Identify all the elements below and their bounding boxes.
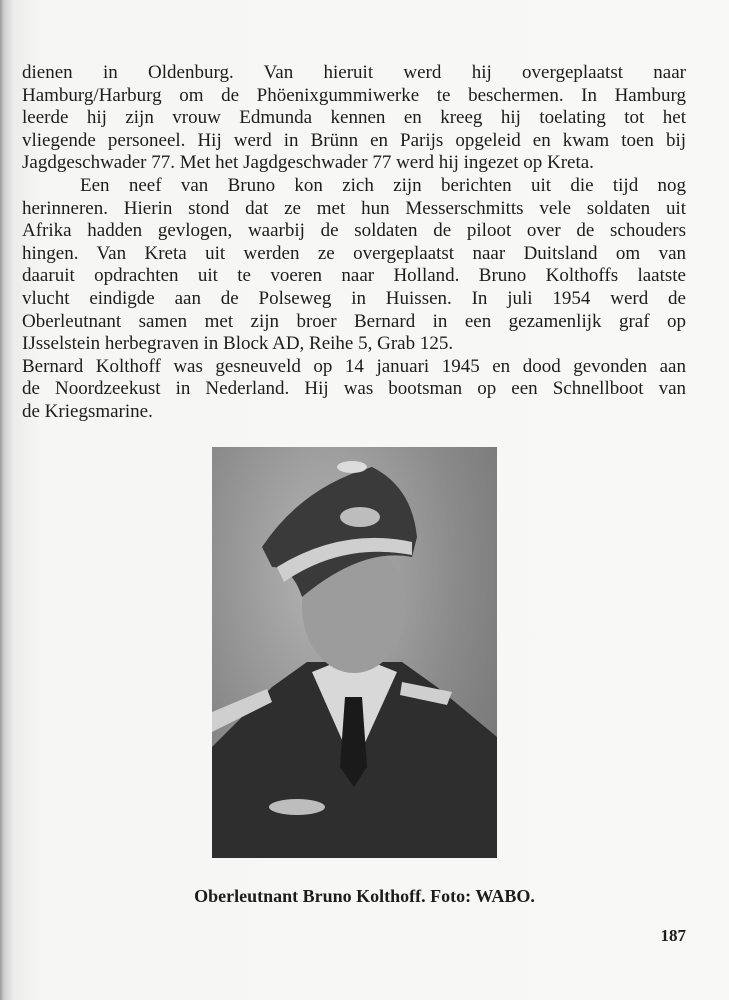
portrait-photo xyxy=(212,447,497,858)
text-line: dienen in Oldenburg. Van hieruit werd hij overgeplaatst naar xyxy=(22,62,686,83)
text-line: IJsselstein herbegraven in Block AD, Reihe 5, Grab 125. xyxy=(22,333,454,355)
text-line: daaruit opdrachten uit te voeren naar Holland. Bruno Kolthoffs laatste xyxy=(22,265,686,287)
photo-caption: Oberleutnant Bruno Kolthoff. Foto: WABO. xyxy=(194,886,535,906)
text-line: Bernard Kolthoff was gesneuveld op 14 januari 1945 en dood gevonden aan xyxy=(22,355,686,377)
text-line: Jagdgeschwader 77. Met het Jagdgeschwader 77 werd hij ingezet op Kreta. xyxy=(22,152,594,174)
text-line: herinneren. Hierin stond dat ze met hun Messerschmitts vele soldaten uit xyxy=(22,197,686,219)
text-line: Oberleutnant samen met zijn broer Bernard in een gezamenlijk graf op xyxy=(22,310,686,332)
text-line: vlucht eindigde aan de Polseweg in Huissen. In juli 1954 werd de xyxy=(22,287,686,309)
body-text xyxy=(22,62,686,424)
text-line: hingen. Van Kreta uit werden ze overgeplaatst naar Duitsland om van xyxy=(22,242,686,264)
text-line: leerde hij zijn vrouw Edmunda kennen en kreeg hij toelating tot het xyxy=(22,107,686,129)
text-line: Afrika hadden gevlogen, waarbij de soldaten de piloot over de schouders xyxy=(22,220,686,242)
text-line: de Noordzeekust in Nederland. Hij was bootsman op een Schnellboot van xyxy=(22,378,686,400)
text-line: Een neef van Bruno kon zich zijn berichten uit die tijd nog xyxy=(80,174,686,196)
text-line: Hamburg/Harburg om de Phöenixgummiwerke te beschermen. In Hamburg xyxy=(22,84,686,106)
page-number: 187 xyxy=(660,926,686,945)
text-line: vliegende personeel. Hij werd in Brünn en Parijs opgeleid en kwam toen bij xyxy=(22,129,686,151)
text-line: de Kriegsmarine. xyxy=(22,400,153,422)
